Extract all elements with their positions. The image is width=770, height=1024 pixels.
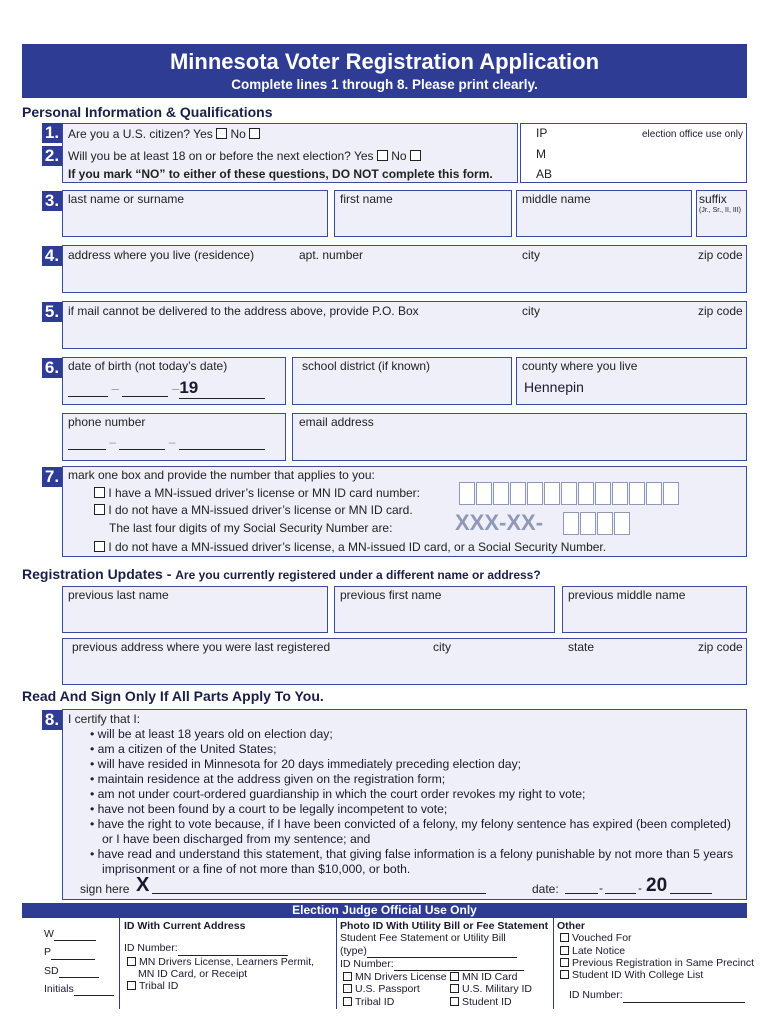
middle-name-label: middle name: [522, 192, 591, 206]
q1-no-label: No: [230, 127, 246, 141]
judge-col2-checkbox[interactable]: [343, 984, 352, 993]
residence-zip-label: zip code: [698, 248, 743, 262]
date-year-line[interactable]: [670, 893, 712, 894]
email-label: email address: [299, 415, 374, 429]
judge-col2-line: Student Fee Statement or Utility Bill: [340, 932, 506, 945]
judge-col1-id-blank[interactable]: [178, 942, 288, 955]
judge-col-divider-2: [336, 917, 337, 1009]
judge-tribal-checkbox[interactable]: [127, 981, 136, 990]
ssn-digit-boxes[interactable]: [563, 512, 631, 540]
dob-blanks: [68, 378, 265, 399]
judge-col1-item: Tribal ID: [139, 980, 179, 993]
sign-label: sign here: [80, 882, 130, 896]
judge-precinct-blank[interactable]: [51, 946, 95, 959]
judge-col2-checkbox[interactable]: [343, 972, 352, 981]
updates-heading: Registration Updates -: [22, 566, 172, 582]
office-use-label: election office use only: [642, 129, 743, 140]
q7-intro: mark one box and provide the number that applies to you:: [68, 468, 375, 482]
phone-label: phone number: [68, 415, 146, 429]
judge-col3-item: Late Notice: [572, 944, 626, 957]
q7-option-1: [94, 486, 420, 500]
judge-col2-check-label: MN Drivers License: [355, 971, 447, 984]
q7-option-3-label: I do not have a MN-issued driver’s license, a MN-issued ID card, or a Social Security Number.: [108, 540, 607, 554]
certification-item: • am a citizen of the United States;: [90, 742, 277, 756]
phone-dash-1: –: [109, 435, 117, 449]
judge-col1-item: MN Drivers License, Learners Permit, MN ID Card, or Receipt: [138, 955, 315, 980]
previous-first-name-label: previous first name: [340, 588, 442, 602]
certification-item: • will have resided in Minnesota for 20 days immediately preceding election day;: [90, 757, 522, 771]
judge-col2-checkbox[interactable]: [343, 997, 352, 1006]
form-header: [22, 44, 747, 98]
ssn-prefix: XXX-XX-: [455, 510, 544, 535]
judge-left-col: [44, 928, 114, 996]
judge-col-1: [124, 920, 329, 992]
q7-option-3: [94, 540, 606, 554]
judge-col2-check-label: U.S. Passport: [355, 983, 420, 996]
judge-initials-label: Initials: [44, 982, 74, 995]
judge-col-2: [340, 920, 550, 1008]
dob-label: date of birth (not today’s date): [68, 359, 228, 373]
certification-list: [90, 727, 740, 877]
date-day-line[interactable]: [605, 893, 636, 894]
q7-number: 7.: [42, 467, 62, 487]
section-sign-title: Read And Sign Only If All Parts Apply To You.: [22, 688, 324, 704]
judge-col-3: [557, 920, 755, 1003]
q1-question: Are you a U.S. citizen? Yes: [68, 127, 213, 141]
judge-col2-check-label: Student ID: [462, 995, 512, 1008]
q7-option-2: [94, 503, 413, 517]
updates-title: [22, 566, 541, 582]
previous-address-label: previous address where you were last registered: [72, 640, 331, 654]
phone-blanks: [68, 435, 265, 450]
q8-number: 8.: [42, 710, 62, 730]
apt-label: apt. number: [299, 248, 364, 262]
judge-col3-item: Previous Registration in Same Precinct: [572, 956, 755, 969]
judge-col2-check-label: Tribal ID: [355, 995, 395, 1008]
judge-ward-blank[interactable]: [54, 928, 96, 941]
dob-dash-2: –: [172, 381, 180, 396]
judge-mn-dl-checkbox[interactable]: [127, 957, 136, 966]
sign-x: X: [136, 874, 150, 896]
date-dash-1: -: [599, 881, 603, 895]
last-name-label: last name or surname: [68, 192, 185, 206]
date-month-line[interactable]: [565, 893, 598, 894]
dob-year-prefix: 19: [179, 378, 199, 397]
judge-col3-item: Vouched For: [572, 932, 632, 945]
certification-item: • have the right to vote because, if I have been convicted of a felony, my felony sentence has expired (been completed) or I have been discharged from my sentence; and: [90, 817, 731, 846]
judge-prev-reg-checkbox[interactable]: [560, 958, 569, 967]
po-zip-label: zip code: [698, 304, 743, 318]
license-number-boxes[interactable]: [459, 482, 680, 510]
judge-col2-id: ID Number:: [340, 957, 394, 970]
judge-col3-id-blank[interactable]: [623, 989, 745, 1002]
q6-number: 6.: [42, 358, 62, 378]
section-personal-title: Personal Information & Qualifications: [22, 104, 273, 120]
judge-col-divider-1: [119, 917, 120, 1009]
judge-vouched-checkbox[interactable]: [560, 933, 569, 942]
county-value: Hennepin: [524, 379, 584, 395]
certification-item: • will be at least 18 years old on election day;: [90, 727, 333, 741]
judge-col2-checkbox[interactable]: [450, 997, 459, 1006]
residence-label: address where you live (residence): [68, 248, 255, 262]
po-city-label: city: [522, 304, 540, 318]
judge-sd-label: SD: [44, 964, 59, 977]
previous-last-name-label: previous last name: [68, 588, 169, 602]
suffix-label: suffix: [699, 192, 727, 206]
date-dash-2: -: [638, 881, 642, 895]
judge-precinct-label: P: [44, 946, 52, 959]
q2-warning: If you mark “NO” to either of these questions, DO NOT complete this form.: [68, 167, 493, 181]
form-subtitle: Complete lines 1 through 8. Please print clearly.: [231, 77, 538, 92]
judge-col2-type-blank[interactable]: [367, 945, 517, 958]
phone-line-blank[interactable]: [179, 435, 265, 450]
ssn-checkbox[interactable]: [94, 504, 105, 515]
judge-section-title: Election Judge Official Use Only: [22, 903, 747, 917]
county-label: county where you live: [522, 359, 638, 373]
q2-question: Will you be at least 18 on or before the next election? Yes: [68, 149, 374, 163]
office-ab: AB: [536, 167, 553, 181]
q2-no-label: No: [391, 149, 407, 163]
residence-city-label: city: [522, 248, 540, 262]
previous-zip-label: zip code: [698, 640, 743, 654]
certification-item: • have not been found by a court to be legally incompetent to vote;: [90, 802, 448, 816]
judge-col2-checkbox[interactable]: [450, 984, 459, 993]
q4-number: 4.: [42, 246, 62, 266]
certification-item: • have read and understand this statement, that giving false information is a felony punishable by not more than 5 years imprisonment or a fine of not more than $10,000, or both.: [90, 847, 734, 876]
judge-col1-head: ID With Current Address: [124, 920, 246, 932]
dob-dash-1: –: [111, 381, 119, 396]
no-id-checkbox[interactable]: [94, 541, 105, 552]
school-district-label: school district (if known): [302, 359, 431, 373]
q2-text: [68, 149, 421, 163]
q2-no-checkbox[interactable]: [410, 150, 421, 161]
judge-col2-head: Photo ID With Utility Bill or Fee Statement: [340, 920, 549, 932]
previous-city-label: city: [433, 640, 451, 654]
q7-option-2-label: I do not have a MN-issued driver’s license or MN ID card.: [108, 503, 413, 517]
judge-col2-type: (type): [340, 944, 367, 957]
q1-yes-checkbox[interactable]: [216, 128, 227, 139]
dob-year-blank[interactable]: [179, 378, 265, 399]
certify-intro: I certify that I:: [68, 712, 141, 726]
judge-col2-checkbox[interactable]: [450, 972, 459, 981]
q7-option-1-label: I have a MN-issued driver’s license or MN ID card number:: [108, 486, 421, 500]
judge-col-divider-3: [553, 917, 554, 1009]
phone-prefix-blank[interactable]: [119, 435, 165, 450]
office-ip: IP: [536, 126, 548, 140]
judge-col3-id-label: ID Number:: [569, 989, 623, 1002]
phone-area-blank[interactable]: [68, 435, 106, 450]
drivers-license-checkbox[interactable]: [94, 487, 105, 498]
certification-item: • maintain residence at the address given on the registration form;: [90, 772, 446, 786]
judge-col2-check-label: U.S. Military ID: [462, 983, 533, 996]
judge-ward-label: W: [44, 928, 54, 940]
judge-sd-blank[interactable]: [59, 965, 99, 978]
po-box-label: if mail cannot be delivered to the address above, provide P.O. Box: [68, 304, 419, 318]
date-label: date:: [532, 882, 559, 896]
office-m: M: [536, 147, 546, 161]
signature-line[interactable]: [152, 893, 486, 894]
previous-middle-name-label: previous middle name: [568, 588, 686, 602]
q2-yes-checkbox[interactable]: [377, 150, 388, 161]
q1-number: 1.: [42, 123, 62, 143]
q1-text: [68, 127, 260, 141]
previous-state-label: state: [568, 640, 595, 654]
judge-late-notice-checkbox[interactable]: [560, 946, 569, 955]
judge-col3-head: Other: [557, 920, 586, 932]
date-year-prefix: 20: [646, 875, 668, 896]
form-title: Minnesota Voter Registration Application: [169, 49, 600, 74]
certification-item: • am not under court-ordered guardianship in which the court order revokes my right to vote;: [90, 787, 586, 801]
q2-number: 2.: [42, 146, 62, 166]
updates-question: Are you currently registered under a different name or address?: [175, 568, 541, 582]
first-name-label: first name: [340, 192, 393, 206]
phone-dash-2: –: [168, 435, 176, 449]
judge-divider: [22, 917, 747, 918]
suffix-note: (Jr., Sr., II, III): [699, 207, 742, 214]
q3-number: 3.: [42, 191, 62, 211]
judge-col2-check-label: MN ID Card: [462, 971, 518, 984]
judge-col2-id-blank[interactable]: [394, 958, 524, 971]
q5-number: 5.: [42, 302, 62, 322]
judge-col1-id-label: ID Number:: [124, 942, 178, 955]
q1-no-checkbox[interactable]: [249, 128, 260, 139]
judge-student-id-checkbox[interactable]: [560, 970, 569, 979]
ssn-label: The last four digits of my Social Security Number are:: [109, 521, 393, 535]
judge-col3-item: Student ID With College List: [572, 969, 704, 982]
dob-day-blank[interactable]: [122, 381, 168, 397]
dob-month-blank[interactable]: [68, 381, 108, 397]
judge-initials-blank[interactable]: [74, 983, 114, 996]
